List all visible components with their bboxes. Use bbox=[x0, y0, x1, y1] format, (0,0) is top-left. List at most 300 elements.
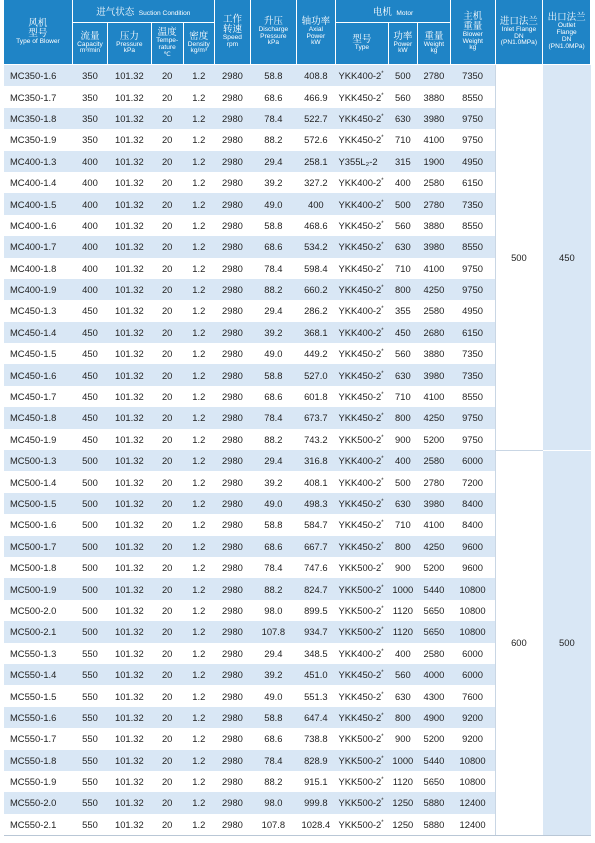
cell-density: 1.2 bbox=[183, 386, 214, 407]
cell-temperature: 20 bbox=[151, 172, 183, 193]
cell-temperature: 20 bbox=[151, 86, 183, 107]
cell-model: MC450-1.5 bbox=[4, 343, 72, 364]
cell-model: MC400-1.8 bbox=[4, 258, 72, 279]
cell-motor-power: 450 bbox=[388, 322, 417, 343]
cell-capacity: 500 bbox=[72, 600, 107, 621]
cell-motor-type: YKK450-2* bbox=[336, 407, 389, 428]
cell-axial-power: 408.1 bbox=[296, 471, 335, 492]
cell-axial-power: 449.2 bbox=[296, 343, 335, 364]
motor-note-mark: * bbox=[381, 92, 384, 99]
cell-density: 1.2 bbox=[183, 685, 214, 706]
cell-blower-weight: 8550 bbox=[451, 215, 496, 236]
cell-outlet-flange: 450 bbox=[543, 65, 591, 451]
cell-motor-weight: 4100 bbox=[417, 129, 450, 150]
cell-capacity: 450 bbox=[72, 407, 107, 428]
cell-blower-weight: 6150 bbox=[451, 172, 496, 193]
cell-capacity: 400 bbox=[72, 151, 107, 172]
cell-motor-power: 630 bbox=[388, 493, 417, 514]
cell-temperature: 20 bbox=[151, 621, 183, 642]
cell-pressure: 101.32 bbox=[108, 685, 152, 706]
cell-model: MC550-1.8 bbox=[4, 750, 72, 771]
motor-note-mark: * bbox=[381, 712, 384, 719]
cell-speed: 2980 bbox=[214, 471, 250, 492]
cell-blower-weight: 4950 bbox=[451, 300, 496, 321]
cell-model: MC500-2.0 bbox=[4, 600, 72, 621]
cell-capacity: 500 bbox=[72, 471, 107, 492]
cell-model: MC350-1.7 bbox=[4, 86, 72, 107]
cell-speed: 2980 bbox=[214, 386, 250, 407]
cell-density: 1.2 bbox=[183, 771, 214, 792]
cell-discharge-pressure: 68.6 bbox=[251, 728, 297, 749]
cell-pressure: 101.32 bbox=[108, 643, 152, 664]
cell-temperature: 20 bbox=[151, 450, 183, 471]
cell-pressure: 101.32 bbox=[108, 728, 152, 749]
cell-motor-weight: 4300 bbox=[417, 685, 450, 706]
cell-axial-power: 408.8 bbox=[296, 65, 335, 87]
motor-note-mark: * bbox=[381, 178, 384, 185]
header-motor-weight: 重量 Weight kg bbox=[417, 23, 450, 65]
cell-temperature: 20 bbox=[151, 279, 183, 300]
cell-capacity: 550 bbox=[72, 771, 107, 792]
cell-speed: 2980 bbox=[214, 600, 250, 621]
cell-discharge-pressure: 68.6 bbox=[251, 236, 297, 257]
cell-temperature: 20 bbox=[151, 429, 183, 450]
cell-pressure: 101.32 bbox=[108, 65, 152, 87]
cell-model: MC450-1.8 bbox=[4, 407, 72, 428]
cell-pressure: 101.32 bbox=[108, 279, 152, 300]
cell-discharge-pressure: 107.8 bbox=[251, 814, 297, 835]
cell-capacity: 550 bbox=[72, 750, 107, 771]
motor-note-mark: * bbox=[381, 477, 384, 484]
cell-pressure: 101.32 bbox=[108, 300, 152, 321]
cell-motor-power: 560 bbox=[388, 343, 417, 364]
cell-model: MC350-1.8 bbox=[4, 108, 72, 129]
cell-density: 1.2 bbox=[183, 557, 214, 578]
cell-speed: 2980 bbox=[214, 621, 250, 642]
cell-pressure: 101.32 bbox=[108, 215, 152, 236]
cell-blower-weight: 8550 bbox=[451, 86, 496, 107]
cell-pressure: 101.32 bbox=[108, 536, 152, 557]
cell-temperature: 20 bbox=[151, 750, 183, 771]
cell-temperature: 20 bbox=[151, 578, 183, 599]
cell-axial-power: 466.9 bbox=[296, 86, 335, 107]
cell-discharge-pressure: 78.4 bbox=[251, 258, 297, 279]
cell-density: 1.2 bbox=[183, 151, 214, 172]
cell-temperature: 20 bbox=[151, 728, 183, 749]
table-body bbox=[4, 65, 591, 836]
cell-speed: 2980 bbox=[214, 643, 250, 664]
cell-inlet-flange: 600 bbox=[495, 450, 543, 835]
motor-note-mark: * bbox=[381, 327, 384, 334]
cell-motor-weight: 2580 bbox=[417, 172, 450, 193]
cell-motor-power: 560 bbox=[388, 86, 417, 107]
cell-capacity: 550 bbox=[72, 664, 107, 685]
cell-model: MC500-1.8 bbox=[4, 557, 72, 578]
cell-temperature: 20 bbox=[151, 300, 183, 321]
cell-pressure: 101.32 bbox=[108, 236, 152, 257]
cell-capacity: 450 bbox=[72, 343, 107, 364]
motor-note-mark: * bbox=[381, 691, 384, 698]
cell-blower-weight: 9750 bbox=[451, 407, 496, 428]
cell-motor-weight: 4250 bbox=[417, 407, 450, 428]
cell-pressure: 101.32 bbox=[108, 151, 152, 172]
cell-speed: 2980 bbox=[214, 279, 250, 300]
cell-motor-type: YKK450-2* bbox=[336, 536, 389, 557]
table-row bbox=[4, 450, 591, 471]
cell-blower-weight: 6000 bbox=[451, 664, 496, 685]
cell-pressure: 101.32 bbox=[108, 771, 152, 792]
cell-axial-power: 899.5 bbox=[296, 600, 335, 621]
cell-pressure: 101.32 bbox=[108, 364, 152, 385]
cell-discharge-pressure: 49.0 bbox=[251, 493, 297, 514]
cell-blower-weight: 6150 bbox=[451, 322, 496, 343]
cell-density: 1.2 bbox=[183, 728, 214, 749]
cell-pressure: 101.32 bbox=[108, 407, 152, 428]
cell-axial-power: 348.5 bbox=[296, 643, 335, 664]
cell-density: 1.2 bbox=[183, 86, 214, 107]
cell-model: MC550-1.7 bbox=[4, 728, 72, 749]
motor-note-mark: * bbox=[381, 199, 384, 206]
cell-discharge-pressure: 29.4 bbox=[251, 450, 297, 471]
cell-speed: 2980 bbox=[214, 557, 250, 578]
cell-capacity: 400 bbox=[72, 258, 107, 279]
cell-blower-weight: 9600 bbox=[451, 557, 496, 578]
cell-motor-type: YKK450-2* bbox=[336, 343, 389, 364]
cell-inlet-flange: 500 bbox=[495, 65, 543, 451]
cell-motor-weight: 2780 bbox=[417, 193, 450, 214]
cell-model: MC500-1.3 bbox=[4, 450, 72, 471]
cell-discharge-pressure: 29.4 bbox=[251, 300, 297, 321]
cell-density: 1.2 bbox=[183, 643, 214, 664]
motor-note-mark: * bbox=[381, 584, 384, 591]
cell-axial-power: 468.6 bbox=[296, 215, 335, 236]
cell-capacity: 450 bbox=[72, 386, 107, 407]
cell-blower-weight: 8550 bbox=[451, 386, 496, 407]
table-bottom-rule bbox=[4, 835, 591, 836]
cell-motor-type: YKK450-2* bbox=[336, 386, 389, 407]
cell-density: 1.2 bbox=[183, 258, 214, 279]
motor-note-mark: * bbox=[381, 391, 384, 398]
cell-density: 1.2 bbox=[183, 536, 214, 557]
cell-speed: 2980 bbox=[214, 343, 250, 364]
cell-temperature: 20 bbox=[151, 129, 183, 150]
header-inlet-flange: 进口法兰 Inlet Flange DN (PN1.0MPa) bbox=[495, 0, 543, 65]
motor-note-mark: * bbox=[381, 541, 384, 548]
cell-motor-weight: 4100 bbox=[417, 514, 450, 535]
cell-motor-type: YKK500-2* bbox=[336, 771, 389, 792]
cell-blower-weight: 10800 bbox=[451, 621, 496, 642]
cell-density: 1.2 bbox=[183, 664, 214, 685]
cell-model: MC550-1.5 bbox=[4, 685, 72, 706]
cell-temperature: 20 bbox=[151, 258, 183, 279]
cell-motor-power: 800 bbox=[388, 407, 417, 428]
motor-note-mark: * bbox=[381, 627, 384, 634]
cell-temperature: 20 bbox=[151, 364, 183, 385]
cell-blower-weight: 9600 bbox=[451, 536, 496, 557]
cell-temperature: 20 bbox=[151, 343, 183, 364]
cell-motor-weight: 2580 bbox=[417, 643, 450, 664]
cell-motor-power: 630 bbox=[388, 685, 417, 706]
header-motor-power: 功率 Power kW bbox=[388, 23, 417, 65]
cell-discharge-pressure: 39.2 bbox=[251, 471, 297, 492]
cell-motor-weight: 2580 bbox=[417, 450, 450, 471]
cell-motor-type: YKK400-2* bbox=[336, 450, 389, 471]
cell-motor-power: 500 bbox=[388, 471, 417, 492]
cell-model: MC550-1.4 bbox=[4, 664, 72, 685]
cell-motor-weight: 4100 bbox=[417, 258, 450, 279]
cell-pressure: 101.32 bbox=[108, 600, 152, 621]
cell-pressure: 101.32 bbox=[108, 514, 152, 535]
cell-motor-type: YKK500-2* bbox=[336, 557, 389, 578]
cell-speed: 2980 bbox=[214, 364, 250, 385]
cell-motor-weight: 4000 bbox=[417, 664, 450, 685]
cell-motor-weight: 5650 bbox=[417, 600, 450, 621]
motor-note-mark: * bbox=[381, 648, 384, 655]
cell-temperature: 20 bbox=[151, 151, 183, 172]
cell-motor-power: 315 bbox=[388, 151, 417, 172]
cell-density: 1.2 bbox=[183, 407, 214, 428]
cell-discharge-pressure: 49.0 bbox=[251, 685, 297, 706]
cell-model: MC450-1.6 bbox=[4, 364, 72, 385]
cell-density: 1.2 bbox=[183, 621, 214, 642]
cell-blower-weight: 9750 bbox=[451, 429, 496, 450]
cell-motor-weight: 3980 bbox=[417, 236, 450, 257]
cell-density: 1.2 bbox=[183, 514, 214, 535]
cell-motor-power: 710 bbox=[388, 129, 417, 150]
motor-note-mark: * bbox=[381, 284, 384, 291]
cell-axial-power: 673.7 bbox=[296, 407, 335, 428]
cell-axial-power: 743.2 bbox=[296, 429, 335, 450]
cell-model: MC350-1.9 bbox=[4, 129, 72, 150]
cell-density: 1.2 bbox=[183, 343, 214, 364]
cell-capacity: 500 bbox=[72, 621, 107, 642]
cell-pressure: 101.32 bbox=[108, 814, 152, 835]
cell-motor-power: 710 bbox=[388, 514, 417, 535]
cell-density: 1.2 bbox=[183, 322, 214, 343]
motor-note-mark: * bbox=[381, 71, 384, 78]
cell-speed: 2980 bbox=[214, 685, 250, 706]
cell-blower-weight: 7350 bbox=[451, 65, 496, 87]
cell-axial-power: 327.2 bbox=[296, 172, 335, 193]
cell-density: 1.2 bbox=[183, 279, 214, 300]
motor-note-mark: * bbox=[381, 434, 384, 441]
cell-discharge-pressure: 39.2 bbox=[251, 664, 297, 685]
cell-motor-type: YKK450-2* bbox=[336, 86, 389, 107]
cell-model: MC500-1.7 bbox=[4, 536, 72, 557]
cell-axial-power: 522.7 bbox=[296, 108, 335, 129]
cell-motor-type: YKK400-2* bbox=[336, 193, 389, 214]
cell-temperature: 20 bbox=[151, 814, 183, 835]
cell-motor-type: YKK400-2* bbox=[336, 643, 389, 664]
motor-note-mark: * bbox=[381, 734, 384, 741]
cell-capacity: 400 bbox=[72, 172, 107, 193]
cell-discharge-pressure: 78.4 bbox=[251, 557, 297, 578]
header-capacity: 流量 Capacity m³/min bbox=[72, 23, 107, 65]
cell-speed: 2980 bbox=[214, 236, 250, 257]
cell-pressure: 101.32 bbox=[108, 429, 152, 450]
cell-motor-power: 500 bbox=[388, 193, 417, 214]
cell-motor-power: 900 bbox=[388, 557, 417, 578]
cell-capacity: 550 bbox=[72, 685, 107, 706]
cell-axial-power: 368.1 bbox=[296, 322, 335, 343]
cell-pressure: 101.32 bbox=[108, 471, 152, 492]
cell-motor-power: 630 bbox=[388, 236, 417, 257]
cell-blower-weight: 7350 bbox=[451, 343, 496, 364]
cell-motor-power: 710 bbox=[388, 258, 417, 279]
cell-pressure: 101.32 bbox=[108, 129, 152, 150]
cell-motor-type: YKK450-2* bbox=[336, 258, 389, 279]
motor-note-mark: * bbox=[381, 242, 384, 249]
cell-axial-power: 598.4 bbox=[296, 258, 335, 279]
motor-note-mark: * bbox=[381, 413, 384, 420]
cell-capacity: 400 bbox=[72, 193, 107, 214]
cell-axial-power: 551.3 bbox=[296, 685, 335, 706]
cell-axial-power: 647.4 bbox=[296, 707, 335, 728]
cell-motor-weight: 4250 bbox=[417, 536, 450, 557]
header-temperature: 温度 Tempe- rature ℃ bbox=[151, 23, 183, 65]
cell-model: MC400-1.7 bbox=[4, 236, 72, 257]
cell-speed: 2980 bbox=[214, 322, 250, 343]
cell-discharge-pressure: 29.4 bbox=[251, 151, 297, 172]
cell-motor-type: YKK400-2* bbox=[336, 300, 389, 321]
cell-discharge-pressure: 49.0 bbox=[251, 193, 297, 214]
motor-note-mark: * bbox=[381, 520, 384, 527]
cell-discharge-pressure: 78.4 bbox=[251, 108, 297, 129]
cell-motor-power: 630 bbox=[388, 364, 417, 385]
cell-capacity: 500 bbox=[72, 536, 107, 557]
cell-blower-weight: 9750 bbox=[451, 129, 496, 150]
cell-speed: 2980 bbox=[214, 193, 250, 214]
header-density: 密度 Density kg/m³ bbox=[183, 23, 214, 65]
table-header bbox=[4, 0, 591, 65]
cell-capacity: 500 bbox=[72, 578, 107, 599]
cell-motor-power: 1120 bbox=[388, 600, 417, 621]
cell-speed: 2980 bbox=[214, 792, 250, 813]
cell-discharge-pressure: 98.0 bbox=[251, 600, 297, 621]
cell-axial-power: 451.0 bbox=[296, 664, 335, 685]
cell-density: 1.2 bbox=[183, 578, 214, 599]
cell-discharge-pressure: 68.6 bbox=[251, 386, 297, 407]
cell-density: 1.2 bbox=[183, 215, 214, 236]
cell-motor-power: 560 bbox=[388, 215, 417, 236]
cell-model: MC400-1.6 bbox=[4, 215, 72, 236]
cell-motor-weight: 5200 bbox=[417, 557, 450, 578]
cell-motor-type: YKK500-2* bbox=[336, 429, 389, 450]
header-discharge-pressure: 升压 Discharge Pressure kPa bbox=[251, 0, 297, 65]
motor-note-mark: * bbox=[381, 306, 384, 313]
cell-discharge-pressure: 88.2 bbox=[251, 771, 297, 792]
cell-speed: 2980 bbox=[214, 300, 250, 321]
cell-axial-power: 527.0 bbox=[296, 364, 335, 385]
cell-pressure: 101.32 bbox=[108, 792, 152, 813]
cell-speed: 2980 bbox=[214, 750, 250, 771]
cell-density: 1.2 bbox=[183, 236, 214, 257]
cell-discharge-pressure: 107.8 bbox=[251, 621, 297, 642]
cell-motor-power: 710 bbox=[388, 386, 417, 407]
cell-motor-type: YKK400-2* bbox=[336, 471, 389, 492]
cell-speed: 2980 bbox=[214, 215, 250, 236]
motor-note-mark: * bbox=[381, 670, 384, 676]
cell-speed: 2980 bbox=[214, 129, 250, 150]
cell-discharge-pressure: 58.8 bbox=[251, 215, 297, 236]
cell-pressure: 101.32 bbox=[108, 258, 152, 279]
cell-density: 1.2 bbox=[183, 65, 214, 87]
cell-pressure: 101.32 bbox=[108, 193, 152, 214]
cell-model: MC550-1.6 bbox=[4, 707, 72, 728]
motor-note-mark: * bbox=[381, 135, 384, 142]
cell-temperature: 20 bbox=[151, 193, 183, 214]
motor-note-mark: * bbox=[381, 755, 384, 762]
cell-density: 1.2 bbox=[183, 108, 214, 129]
cell-blower-weight: 7600 bbox=[451, 685, 496, 706]
cell-model: MC500-1.4 bbox=[4, 471, 72, 492]
cell-discharge-pressure: 68.6 bbox=[251, 86, 297, 107]
cell-model: MC350-1.6 bbox=[4, 65, 72, 87]
cell-axial-power: 584.7 bbox=[296, 514, 335, 535]
cell-blower-weight: 10800 bbox=[451, 600, 496, 621]
cell-discharge-pressure: 88.2 bbox=[251, 429, 297, 450]
cell-density: 1.2 bbox=[183, 493, 214, 514]
cell-motor-type: YKK450-2* bbox=[336, 236, 389, 257]
cell-density: 1.2 bbox=[183, 814, 214, 835]
cell-blower-weight: 8400 bbox=[451, 493, 496, 514]
cell-temperature: 20 bbox=[151, 108, 183, 129]
header-model: 风机 型号 Type of Blower bbox=[4, 0, 72, 65]
cell-density: 1.2 bbox=[183, 129, 214, 150]
cell-motor-weight: 4900 bbox=[417, 707, 450, 728]
cell-capacity: 450 bbox=[72, 364, 107, 385]
blower-spec-table bbox=[4, 0, 591, 836]
cell-motor-type: YKK400-2* bbox=[336, 322, 389, 343]
cell-blower-weight: 9200 bbox=[451, 707, 496, 728]
cell-blower-weight: 6000 bbox=[451, 643, 496, 664]
cell-blower-weight: 6000 bbox=[451, 450, 496, 471]
header-motor-type: 型号 Type bbox=[336, 23, 389, 65]
cell-blower-weight: 10800 bbox=[451, 771, 496, 792]
cell-motor-power: 560 bbox=[388, 664, 417, 685]
cell-motor-power: 630 bbox=[388, 108, 417, 129]
header-motor: 电机 Motor bbox=[336, 0, 451, 23]
cell-temperature: 20 bbox=[151, 322, 183, 343]
cell-model: MC550-2.1 bbox=[4, 814, 72, 835]
cell-speed: 2980 bbox=[214, 108, 250, 129]
cell-capacity: 500 bbox=[72, 450, 107, 471]
cell-motor-type: YKK450-2* bbox=[336, 707, 389, 728]
cell-model: MC500-1.5 bbox=[4, 493, 72, 514]
cell-axial-power: 498.3 bbox=[296, 493, 335, 514]
cell-motor-type: YKK450-2* bbox=[336, 215, 389, 236]
cell-motor-power: 800 bbox=[388, 707, 417, 728]
cell-capacity: 350 bbox=[72, 65, 107, 87]
cell-discharge-pressure: 58.8 bbox=[251, 707, 297, 728]
cell-axial-power: 667.7 bbox=[296, 536, 335, 557]
cell-motor-weight: 3980 bbox=[417, 493, 450, 514]
cell-density: 1.2 bbox=[183, 792, 214, 813]
cell-speed: 2980 bbox=[214, 86, 250, 107]
cell-capacity: 350 bbox=[72, 108, 107, 129]
cell-density: 1.2 bbox=[183, 600, 214, 621]
cell-motor-weight: 3980 bbox=[417, 108, 450, 129]
cell-pressure: 101.32 bbox=[108, 493, 152, 514]
cell-motor-type: YKK450-2* bbox=[336, 493, 389, 514]
cell-axial-power: 534.2 bbox=[296, 236, 335, 257]
header-blower-weight: 主机 重量 Blower Weight kg bbox=[451, 0, 496, 65]
motor-note-mark: * bbox=[381, 498, 384, 505]
cell-capacity: 500 bbox=[72, 493, 107, 514]
cell-pressure: 101.32 bbox=[108, 621, 152, 642]
cell-temperature: 20 bbox=[151, 407, 183, 428]
cell-density: 1.2 bbox=[183, 450, 214, 471]
